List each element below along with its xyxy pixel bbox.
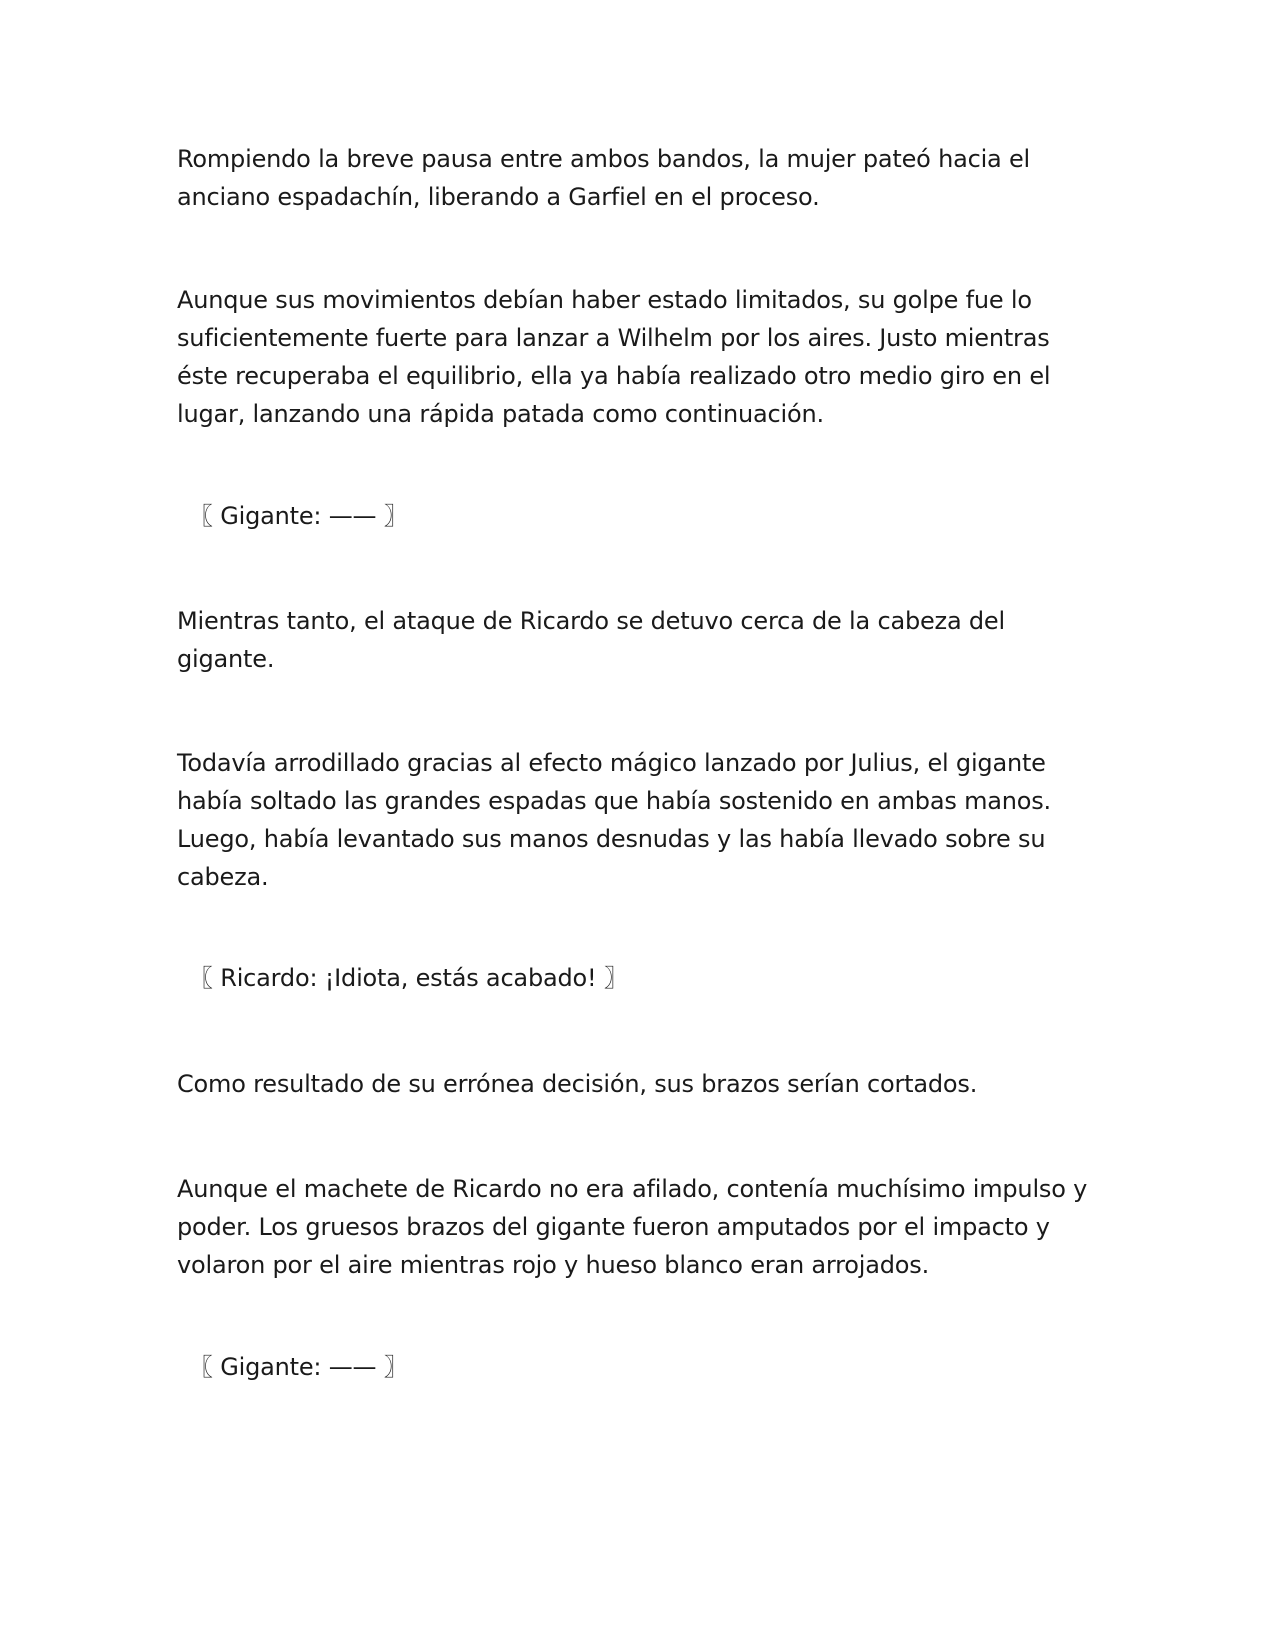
text-line: anciano espadachín, liberando a Garfiel en el proceso. bbox=[177, 183, 820, 211]
text-line: éste recuperaba el equilibrio, ella ya había realizado otro medio giro en el bbox=[177, 362, 1051, 390]
text-line: suficientemente fuerte para lanzar a Wilhelm por los aires. Justo mientras bbox=[177, 324, 1050, 352]
text-line: cabeza. bbox=[177, 863, 269, 891]
text-line: Mientras tanto, el ataque de Ricardo se detuvo cerca de la cabeza del bbox=[177, 607, 1005, 635]
text-line: poder. Los gruesos brazos del gigante fueron amputados por el impacto y bbox=[177, 1213, 1050, 1241]
dialogue-line-ricardo bbox=[177, 959, 1109, 997]
paragraph-1 bbox=[177, 140, 1097, 216]
text-line: 〖 Gigante: —— 〗 bbox=[189, 502, 408, 530]
text-line: Aunque sus movimientos debían haber estado limitados, su golpe fue lo bbox=[177, 286, 1032, 314]
text-line: Luego, había levantado sus manos desnudas y las había llevado sobre su bbox=[177, 825, 1046, 853]
paragraph-2 bbox=[177, 281, 1097, 433]
paragraph-4 bbox=[177, 744, 1097, 896]
dialogue-line-giant-2 bbox=[177, 1348, 1109, 1386]
text-line: había soltado las grandes espadas que había sostenido en ambas manos. bbox=[177, 787, 1051, 815]
text-line: volaron por el aire mientras rojo y hueso blanco eran arrojados. bbox=[177, 1251, 930, 1279]
paragraph-3 bbox=[177, 602, 1097, 678]
text-line: Aunque el machete de Ricardo no era afilado, contenía muchísimo impulso y bbox=[177, 1175, 1088, 1203]
text-line: Todavía arrodillado gracias al efecto mágico lanzado por Julius, el gigante bbox=[177, 749, 1046, 777]
text-line: 〖 Gigante: —— 〗 bbox=[189, 1353, 408, 1381]
text-line: Rompiendo la breve pausa entre ambos bandos, la mujer pateó hacia el bbox=[177, 145, 1031, 173]
paragraph-6 bbox=[177, 1170, 1097, 1284]
text-line: lugar, lanzando una rápida patada como continuación. bbox=[177, 400, 824, 428]
text-line: gigante. bbox=[177, 645, 275, 673]
text-line: Como resultado de su errónea decisión, sus brazos serían cortados. bbox=[177, 1070, 978, 1098]
paragraph-5 bbox=[177, 1065, 1097, 1103]
text-line: 〖 Ricardo: ¡Idiota, estás acabado! 〗 bbox=[189, 964, 628, 992]
dialogue-line-giant-1 bbox=[177, 497, 1109, 535]
